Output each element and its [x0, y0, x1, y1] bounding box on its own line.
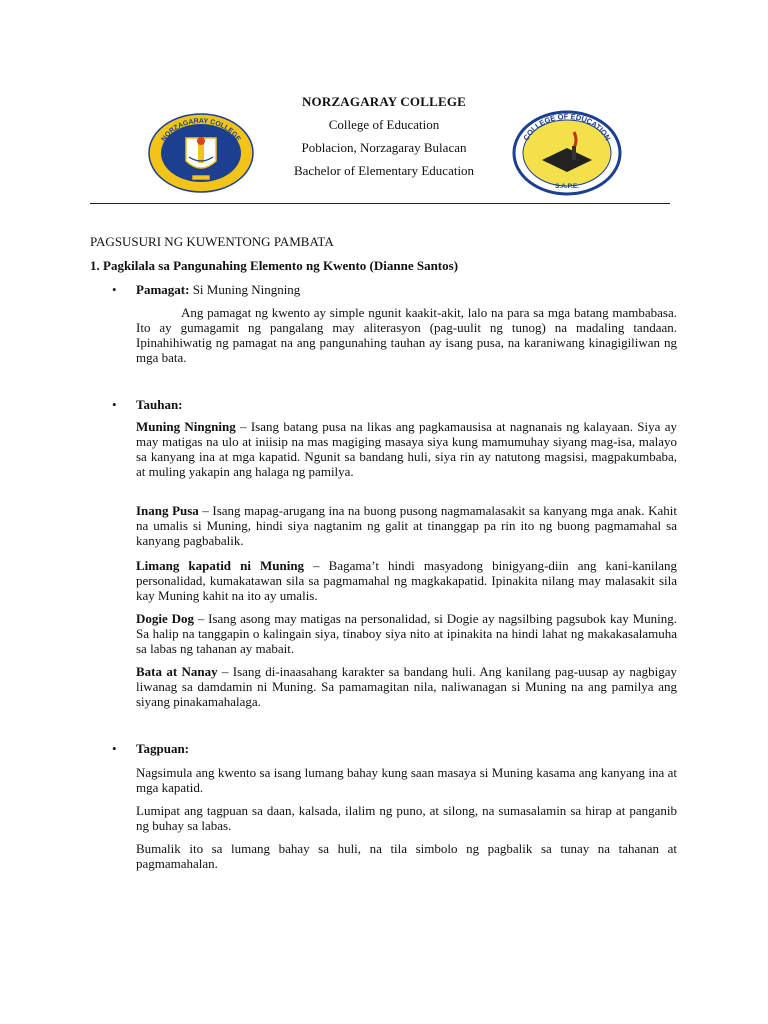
- bullet-tauhan: •: [112, 397, 117, 412]
- bullet-tagpuan: •: [112, 741, 117, 756]
- logo-left-text: NORZAGARAY COLLEGE: [160, 117, 242, 143]
- character-kapatid: [136, 558, 677, 603]
- pamagat-line: [136, 282, 300, 297]
- department-name: College of Education: [328, 117, 440, 132]
- character-bata-nanay: [136, 664, 677, 709]
- document-header: [0, 94, 768, 186]
- tagpuan-paragraph: Lumipat ang tagpuan sa daan, kalsada, ilalim ng puno, at silong, na sumasalamin sa hirap at panganib ng buhay sa labas.: [136, 803, 677, 833]
- section-heading: 1. Pagkilala sa Pangunahing Elemento ng Kwento (Dianne Santos): [90, 258, 459, 273]
- character-name: Inang Pusa: [136, 503, 199, 518]
- character-desc: – Bagama’t hindi masyadong binigyang-diin ang kani-kanilang personalidad, kumakatawan sila sa pagmamahal ng magkakapatid. Ipinakita nilang may malasakit sila kay Muning kahit na ito ay umalis.: [136, 558, 677, 603]
- pamagat-value: Si Muning Ningning: [189, 282, 301, 297]
- character-desc: – Isang batang pusa na likas ang pagkamausisa at nagnanais ng kalayaan. Siya ay may matigas na ulo at iniisip na mas magiging masaya siya kung mamumuhay siyang mag-isa, malayo sa kanyang ina at mga kapatid. Ngunit sa bandang huli, siya rin ay natutong magsisi, magpakumbaba, at muling yakapin ang halaga ng pamilya.: [136, 419, 678, 479]
- character-name: Bata at Nanay: [136, 664, 218, 679]
- tagpuan-paragraph: Nagsimula ang kwento sa isang lumang bahay kung saan masaya si Muning kasama ang kanyang ina at mga kapatid.: [136, 765, 677, 795]
- character-desc: – Isang mapag-arugang ina na buong pusong nagmamalasakit sa kanyang mga anak. Kahit na umalis si Muning, hindi siya nagtanim ng galit at tinanggap pa rin ito ng buong pagmamahal sa kanyang pagbabalik.: [136, 503, 677, 548]
- character-name: Limang kapatid ni Muning: [136, 558, 305, 573]
- program-name: Bachelor of Elementary Education: [293, 163, 475, 178]
- logo-right-text: COLLEGE OF EDUCATION: [521, 111, 613, 143]
- bullet-pamagat: •: [112, 282, 117, 297]
- college-name: NORZAGARAY COLLEGE: [301, 94, 467, 109]
- character-muning: [136, 419, 677, 479]
- tagpuan-label: Tagpuan:: [136, 741, 189, 756]
- character-name: Dogie Dog: [136, 611, 194, 626]
- character-desc: – Isang asong may matigas na personalidad, si Dogie ay nagsilbing pagsubok kay Muning. Sa halip na tanggapin o kalingain siya, tinaboy siya nito at ipinakita na hindi lahat ng makakasalamuha sa labas ng tahanan ay mabait.: [136, 611, 677, 656]
- character-inang-pusa: [136, 503, 677, 548]
- pamagat-paragraph: Ang pamagat ng kwento ay simple ngunit kaakit-akit, lalo na para sa mga batang mambabasa. Ito ay gumagamit ng pangalang may aliterasyon (pag-uulit ng tunog) na madaling tandaan. Ipinahihiwatig ng pamagat na ang pangunahing tauhan ay isang pusa, na karaniwang kinagigiliwan ng mga bata.: [136, 305, 677, 365]
- document-title: PAGSUSURI NG KUWENTONG PAMBATA: [90, 234, 334, 249]
- character-desc: – Isang di-inaasahang karakter sa bandang huli. Ang kanilang pag-uusap ay nagbigay liwanag sa damdamin ni Muning. Sa pamamagitan nila, naliwanagan si Muning na ang pamilya ang siyang pinakamahalaga.: [136, 664, 677, 709]
- logo-right-sub: S.A.P.E.: [554, 183, 580, 190]
- norzagaray-college-logo: [148, 113, 254, 193]
- character-dogie: [136, 611, 677, 656]
- pamagat-label: Pamagat:: [136, 282, 190, 297]
- tauhan-label: Tauhan:: [136, 397, 183, 412]
- header-divider: [90, 203, 670, 204]
- college-address: Poblacion, Norzagaray Bulacan: [301, 140, 467, 155]
- tagpuan-paragraph: Bumalik ito sa lumang bahay sa huli, na tila simbolo ng pagbalik sa tunay na tahanan at pagmamahalan.: [136, 841, 677, 871]
- character-name: Muning Ningning: [136, 419, 236, 434]
- college-of-education-logo: [512, 110, 622, 196]
